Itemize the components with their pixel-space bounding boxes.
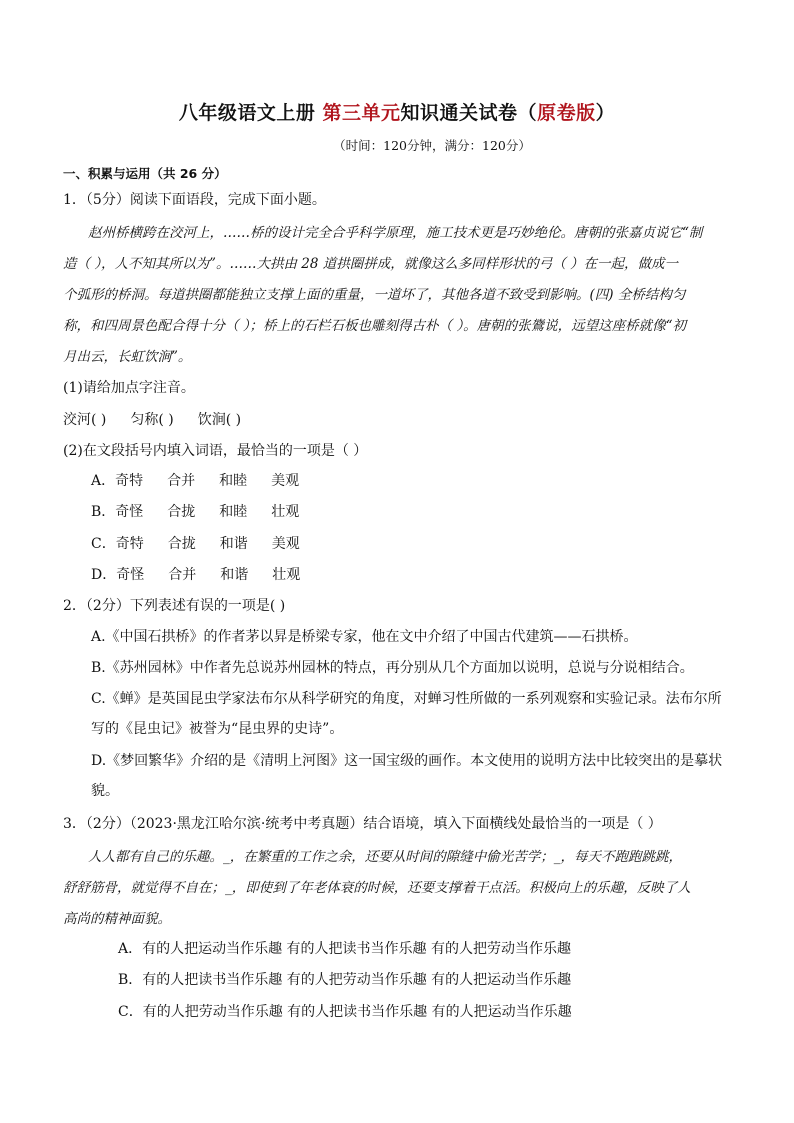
q2-option-d-cont: 貌。: [91, 783, 119, 799]
option-letter: A．: [91, 473, 116, 489]
title-part-unit: 第三单元: [322, 102, 401, 124]
q3-stem: 3．（2分）（2023·黑龙江哈尔滨·统考中考真题）结合语境，填入下面横线处最恰当的一项是（ ）: [63, 816, 662, 832]
exam-time-info: （时间：120分钟，满分：120分）: [333, 138, 531, 153]
option-word: 美观: [271, 536, 300, 552]
option-word: 合拢: [167, 504, 196, 520]
q2-option-c: C.《蝉》是英国昆虫学家法布尔从科学研究的角度，对蝉习性所做的一系列观察和实验记录。法布尔所: [91, 691, 722, 707]
option-word: 和睦: [219, 504, 248, 520]
option-letter: C．: [91, 536, 116, 552]
q1-passage-line: 称，和四周景色配合得十分（ ）；桥上的石栏石板也雕刻得古朴（ ）。唐朝的张鷟说，远望这座桥就像“初: [63, 318, 686, 334]
pinyin-blank: 饮涧( ): [197, 412, 242, 428]
q1-option-b: [91, 501, 299, 521]
option-word: 奇怪: [116, 567, 145, 583]
pinyin-blank: 匀称( ): [130, 412, 174, 428]
q3-option-c: C．有的人把劳动当作乐趣 有的人把读书当作乐趣 有的人把运动当作乐趣: [118, 1004, 572, 1020]
option-word: 和睦: [219, 473, 248, 489]
option-word: 和谐: [220, 567, 249, 583]
q3-passage-line: 高尚的精神面貌。: [63, 911, 171, 927]
title-part-main: 知识通关试卷（: [400, 102, 538, 124]
q1-stem: 1．（5分）阅读下面语段，完成下面小题。: [63, 192, 326, 208]
q1-sub2: (2)在文段括号内填入词语，最恰当的一项是（ ）: [63, 443, 368, 459]
q1-option-c: [91, 533, 300, 553]
q3-option-b: B．有的人把读书当作乐趣 有的人把劳动当作乐趣 有的人把运动当作乐趣: [118, 972, 572, 988]
q2-stem: 2．（2分）下列表述有误的一项是( ): [63, 598, 286, 614]
q1-passage-line: 赵州桥横跨在洨河上，……桥的设计完全合乎科学原理，施工技术更是巧妙绝伦。唐朝的张嘉贞说它“制: [88, 225, 703, 241]
q3-passage-line: 人人都有自己的乐趣。_，在繁重的工作之余，还要从时间的隙缝中偷光苦学；_，每天不跑跑跳跳，: [88, 849, 682, 865]
option-word: 壮观: [271, 504, 300, 520]
q1-passage-line: 月出云，长虹饮涧”。: [63, 349, 192, 365]
q3-option-a: A．有的人把运动当作乐趣 有的人把读书当作乐趣 有的人把劳动当作乐趣: [118, 941, 572, 957]
option-word: 和谐: [219, 536, 248, 552]
option-word: 合并: [167, 473, 196, 489]
section-heading: 一、积累与运用（共 26 分）: [63, 166, 227, 181]
q2-option-d: D.《梦回繁华》介绍的是《清明上河图》这一国宝级的画作。本文使用的说明方法中比较突出的是摹状: [91, 753, 723, 769]
option-word: 奇特: [115, 473, 144, 489]
title-part-grade: 八年级语文上册: [178, 102, 323, 124]
title-part-version: 原卷版: [537, 102, 596, 124]
option-word: 合并: [168, 567, 197, 583]
q1-pinyin-row: [63, 409, 241, 429]
q1-option-a: [91, 470, 299, 490]
q2-option-a: A.《中国石拱桥》的作者茅以昇是桥梁专家，他在文中介绍了中国古代建筑——石拱桥。: [91, 629, 638, 645]
q2-option-c-cont: 写的《昆虫记》被誉为“昆虫界的史诗”。: [91, 721, 344, 737]
option-word: 合拢: [167, 536, 196, 552]
option-letter: B．: [91, 504, 116, 520]
pinyin-blank: 洨河( ): [63, 412, 107, 428]
q1-option-d: [91, 564, 300, 584]
page-title: [0, 98, 794, 125]
option-word: 奇怪: [115, 504, 144, 520]
q3-passage-line: 舒舒筋骨，就觉得不自在；_，即使到了年老体衰的时候，还要支撑着干点活。积极向上的乐趣，反映了人: [63, 880, 691, 896]
q1-passage-line: 造（ ），人不知其所以为”。……大拱由 28 道拱圈拼成，就像这么多同样形状的弓（ ）在一起，做成一: [63, 256, 678, 272]
option-word: 壮观: [272, 567, 301, 583]
q1-passage-line: 个弧形的桥洞。每道拱圈都能独立支撑上面的重量，一道坏了，其他各道不致受到影响。(四) 全桥结构匀: [63, 287, 686, 303]
option-word: 奇特: [115, 536, 144, 552]
option-letter: D．: [91, 567, 117, 583]
option-word: 美观: [271, 473, 300, 489]
title-part-close: ）: [595, 102, 616, 124]
q2-option-b: B.《苏州园林》中作者先总说苏州园林的特点，再分别从几个方面加以说明，总说与分说相结合。: [91, 660, 694, 676]
q1-sub1: (1)请给加点字注音。: [63, 380, 195, 396]
